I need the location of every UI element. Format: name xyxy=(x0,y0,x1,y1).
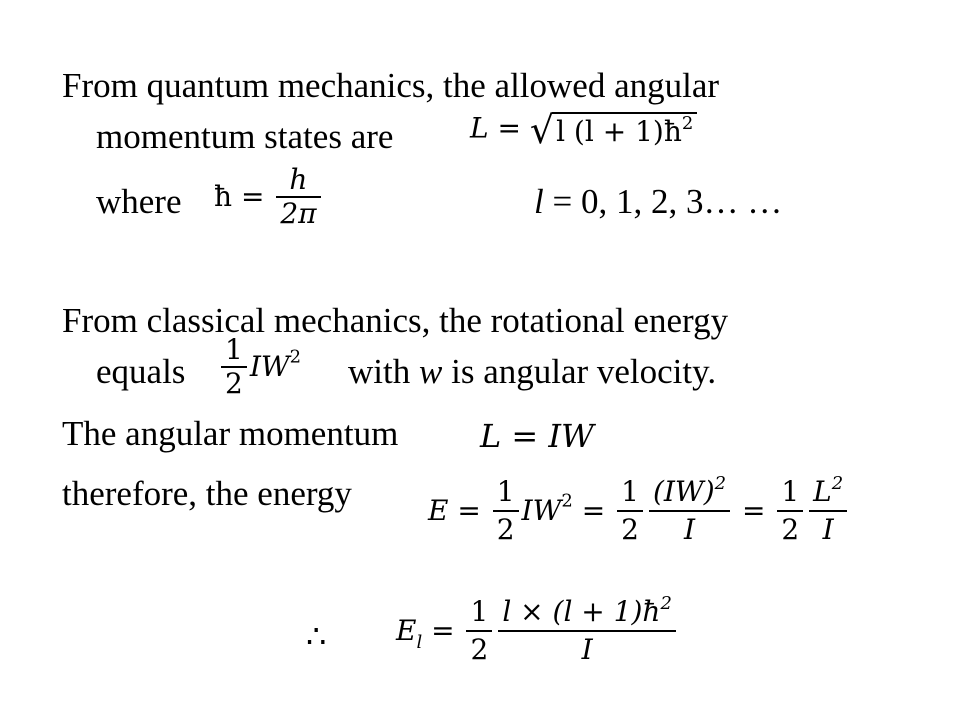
energy-eq1: = xyxy=(448,494,490,527)
text-line-quantum: From quantum mechanics, the allowed angular xyxy=(62,66,720,105)
final-frac-2 xyxy=(498,594,676,668)
energy-frac-3 xyxy=(649,474,730,548)
final-equals: = xyxy=(422,614,464,647)
half-fraction xyxy=(221,334,247,400)
energy-frac-1 xyxy=(493,474,519,548)
energy-frac-3-num-text: (IW) xyxy=(652,475,715,508)
energy-frac-5-den: I xyxy=(822,513,834,546)
half-numerator: 1 xyxy=(221,334,247,368)
energy-frac-5-num xyxy=(809,474,847,512)
equation-classical-energy xyxy=(218,334,301,400)
equation-angular-momentum-states xyxy=(470,108,697,152)
text-line-angular-momentum: The angular momentum xyxy=(62,414,399,453)
momentum-rhs: IW xyxy=(548,417,594,455)
half-denominator: 2 xyxy=(225,367,243,400)
energy-frac-5-exp: 2 xyxy=(831,473,844,494)
sqrt-radicand xyxy=(552,112,697,148)
l-symbol: l xyxy=(534,182,544,221)
radicand-text: l (l + 1)ħ xyxy=(556,115,682,148)
energy-iw: IW xyxy=(521,494,562,527)
energy-frac-4-num: 1 xyxy=(777,474,803,512)
final-lhs-sub: l xyxy=(416,632,423,653)
energy-frac-3-den: I xyxy=(683,513,696,546)
equation-final-energy xyxy=(396,594,679,668)
momentum-lhs: L xyxy=(480,417,502,455)
energy-frac-4 xyxy=(777,474,803,548)
sqrt-expression xyxy=(529,108,697,152)
text-equals: equals xyxy=(96,352,186,391)
w-symbol: w xyxy=(418,352,443,391)
final-frac-1 xyxy=(466,594,492,668)
equation-momentum-relation xyxy=(480,417,594,455)
energy-frac-1-den: 2 xyxy=(496,513,515,546)
energy-frac-4-den: 2 xyxy=(781,513,800,546)
final-frac-2-num xyxy=(498,594,676,632)
text-l-values xyxy=(534,182,782,222)
energy-frac-3-exp: 2 xyxy=(714,473,727,494)
energy-frac-5 xyxy=(809,474,847,548)
hbar-numerator: h xyxy=(276,164,320,198)
energy-frac-2 xyxy=(617,474,643,548)
radical-sign-icon: √ xyxy=(529,108,555,152)
iw-exponent: 2 xyxy=(289,346,302,368)
energy-frac-1-num: 1 xyxy=(493,474,519,512)
equation-hbar-definition xyxy=(214,164,324,230)
eq-lhs: L xyxy=(470,111,489,145)
energy-frac-2-den: 2 xyxy=(621,513,639,546)
final-lhs-e: E xyxy=(396,614,417,647)
final-frac-2-den: I xyxy=(581,633,593,666)
momentum-equals: = xyxy=(501,417,549,455)
final-frac-2-num-text: l × (l + 1)ħ xyxy=(502,595,661,628)
text-where: where xyxy=(96,182,182,221)
final-frac-1-den: 2 xyxy=(470,633,489,666)
final-lhs xyxy=(396,614,423,653)
therefore-symbol-icon: ∴ xyxy=(306,617,327,655)
energy-frac-3-num xyxy=(649,474,730,512)
energy-lhs: E xyxy=(428,494,449,527)
final-frac-1-num: 1 xyxy=(466,594,492,632)
equation-energy-chain xyxy=(428,474,850,548)
hbar-fraction xyxy=(276,164,320,230)
energy-frac-5-num-text: L xyxy=(813,475,832,508)
text-angular-velocity xyxy=(348,352,716,392)
radicand-exponent: 2 xyxy=(681,113,694,134)
energy-iw-exp: 2 xyxy=(561,490,573,512)
text-is-angular-velocity: is angular velocity. xyxy=(442,352,717,391)
text-with: with xyxy=(348,352,419,391)
eq-equals: = xyxy=(488,111,530,145)
hbar-symbol: ħ xyxy=(214,180,233,213)
text-line-therefore-energy: therefore, the energy xyxy=(62,474,352,513)
energy-frac-2-num: 1 xyxy=(617,474,643,512)
hbar-denominator: 2π xyxy=(280,197,317,230)
text-line-momentum-states: momentum states are xyxy=(96,117,394,156)
iw-term: IW xyxy=(249,350,290,383)
text-line-classical: From classical mechanics, the rotational energy xyxy=(62,301,729,340)
l-values: = 0, 1, 2, 3… … xyxy=(543,182,783,221)
energy-eq2: = xyxy=(572,494,615,527)
energy-eq3: = xyxy=(733,494,775,527)
final-frac-2-exp: 2 xyxy=(660,593,672,614)
hbar-equals: = xyxy=(232,180,274,213)
